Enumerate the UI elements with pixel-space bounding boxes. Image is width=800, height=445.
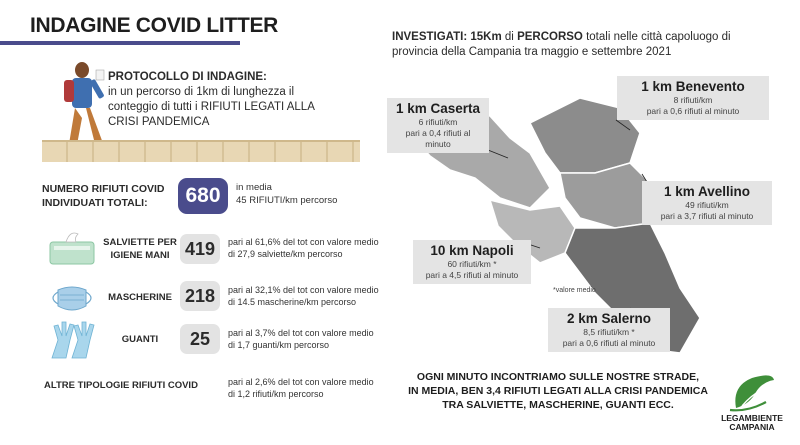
page-title: INDAGINE COVID LITTER	[30, 14, 279, 37]
protocol-line: CRISI PANDEMICA	[108, 116, 210, 128]
category-value-wipes: 419	[180, 234, 220, 264]
category-label-masks	[100, 291, 180, 304]
city-stat: 6 rifiuti/km	[418, 117, 458, 127]
other-desc-line: di 1,2 rifiuti/km percorso	[228, 389, 324, 399]
investigated-text	[392, 30, 772, 60]
total-desc	[236, 181, 337, 207]
category-desc-line: pari al 32,1% del tot con valore medio	[228, 285, 379, 295]
category-value-gloves: 25	[180, 324, 220, 354]
category-desc-line: di 1,7 guanti/km percorso	[228, 340, 330, 350]
total-label-line: NUMERO RIFIUTI COVID	[42, 183, 165, 195]
city-stat: pari a 0,6 rifiuti al minuto	[646, 106, 740, 116]
city-stat: 49 rifiuti/km	[685, 200, 729, 210]
legambiente-logo-icon	[722, 372, 782, 416]
wipes-icon	[44, 228, 100, 268]
city-benevento	[617, 76, 769, 120]
city-caserta	[387, 98, 489, 153]
category-desc-gloves	[228, 327, 388, 351]
logo-line: CAMPANIA	[729, 422, 775, 432]
city-stat: 8,5 rifiuti/km *	[583, 327, 635, 337]
city-stat: pari a 4,5 rifiuti al minuto	[425, 270, 519, 280]
city-stat: pari a 0,4 rifiuti al minuto	[405, 128, 471, 149]
protocol-line: in un percorso di 1km di lunghezza il	[108, 86, 295, 98]
logo-line: LEGAMBIENTE	[721, 413, 783, 423]
investigated-rest: totali nelle città capoluogo di	[582, 31, 731, 43]
minute-line: OGNI MINUTO INCONTRIAMO SULLE NOSTRE STRADE,	[416, 371, 700, 383]
city-napoli	[413, 240, 531, 284]
city-avellino	[642, 181, 772, 225]
category-label-line: GUANTI	[121, 334, 159, 345]
category-desc-wipes	[228, 236, 388, 260]
protocol-line: conteggio di tutti i RIFIUTI LEGATI ALLA	[108, 101, 315, 113]
investigated-km: 15Km	[467, 31, 502, 43]
category-value-masks: 218	[180, 281, 220, 311]
protocol-text	[108, 70, 358, 130]
avellino-province	[560, 163, 655, 228]
gloves-icon	[44, 320, 100, 360]
total-label-line: INDIVIDUATI TOTALI:	[42, 197, 148, 209]
total-desc-line: in media	[236, 182, 272, 193]
investigated-prefix: INVESTIGATI:	[392, 31, 468, 43]
city-name: 1 km Benevento	[641, 79, 745, 94]
category-label-gloves	[100, 333, 180, 346]
pavement	[42, 140, 360, 162]
category-desc-line: pari al 3,7% del tot con valore medio	[228, 328, 374, 338]
city-name: 1 km Caserta	[395, 101, 481, 116]
category-label-wipes	[100, 236, 180, 262]
other-desc-line: pari al 2,6% del tot con valore medio	[228, 377, 374, 387]
other-label: ALTRE TIPOLOGIE RIFIUTI COVID	[44, 380, 198, 391]
category-desc-line: di 14.5 mascherine/km percorso	[228, 297, 357, 307]
investigated-mid: di	[501, 31, 518, 43]
total-value-badge: 680	[178, 178, 228, 214]
city-stat: 60 rifiuti/km *	[447, 259, 497, 269]
city-stat: 8 rifiuti/km	[673, 95, 713, 105]
investigated-line: provincia della Campania tra maggio e settembre 2021	[392, 46, 672, 58]
mask-icon	[44, 278, 100, 318]
category-label-line: MASCHERINE	[108, 292, 172, 303]
city-salerno	[548, 308, 670, 352]
category-label-line: SALVIETTE PER	[103, 237, 177, 248]
minute-statement	[408, 370, 708, 412]
category-desc-line: di 27,9 salviette/km percorso	[228, 249, 343, 259]
category-label-line: IGIENE MANI	[110, 250, 170, 261]
average-note: *valore medio	[553, 287, 596, 294]
legambiente-logo-text	[712, 414, 792, 432]
protocol-heading: PROTOCOLLO DI INDAGINE:	[108, 71, 267, 83]
other-desc	[228, 376, 388, 400]
title-underline	[0, 41, 240, 45]
city-stat: pari a 0,6 rifiuti al minuto	[562, 338, 656, 348]
investigated-percorso: PERCORSO	[517, 31, 583, 43]
minute-line: IN MEDIA, BEN 3,4 RIFIUTI LEGATI ALLA CRISI PANDEMICA	[408, 385, 708, 397]
total-label	[42, 182, 182, 210]
city-stat: pari a 3,7 rifiuti al minuto	[660, 211, 754, 221]
category-desc-masks	[228, 284, 388, 308]
category-desc-line: pari al 61,6% del tot con valore medio	[228, 237, 379, 247]
city-name: 1 km Avellino	[663, 184, 751, 199]
minute-line: TRA SALVIETTE, MASCHERINE, GUANTI ECC.	[442, 399, 674, 411]
total-desc-line: 45 RIFIUTI/km percorso	[236, 195, 338, 206]
city-name: 2 km Salerno	[566, 311, 652, 326]
city-name: 10 km Napoli	[430, 243, 514, 258]
